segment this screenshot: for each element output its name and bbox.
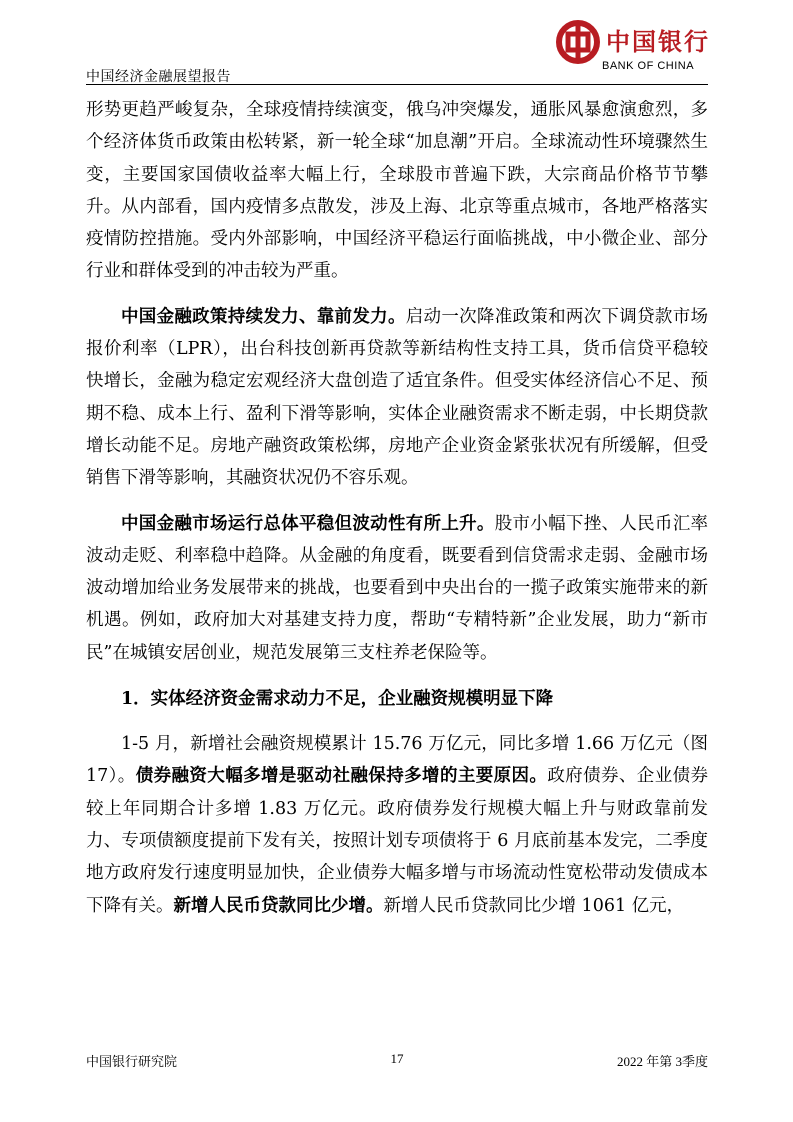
footer-period: 2022 年第 3季度: [616, 1054, 708, 1069]
paragraph-3: [86, 508, 708, 669]
section-heading: 1．实体经济资金需求动力不足，企业融资规模明显下降: [121, 689, 554, 710]
paragraph-2: [86, 301, 708, 495]
logo-english-name: BANK OF CHINA: [602, 60, 695, 72]
paragraph-4: [86, 728, 708, 922]
paragraph-4-c: 新增人民币贷款同比少增 1061 亿元，: [383, 895, 685, 916]
paragraph-4-b: 政府债券、企业债券较上年同期合计多增 1.83 万亿元。政府债券发行规模大幅上升与财政靠前发力、专项债额度提前下发有关，按照计划专项债将于 6 月底前基本发完，二季度地方政府发行速度明显加快，企业债券大幅多增与市场流动性宽松带动发债成本下降有关。: [86, 766, 708, 916]
paragraph-1: 形势更趋严峻复杂，全球疫情持续演变，俄乌冲突爆发，通胀风暴愈演愈烈，多个经济体货币政策由松转紧，新一轮全球“加息潮”开启。全球流动性环境骤然生变，主要国家国债收益率大幅上行，全球股市普遍下跌，大宗商品价格节节攀升。从内部看，国内疫情多点散发，涉及上海、北京等重点城市，各地严格落实疫情防控措施。受内外部影响，中国经济平稳运行面临挑战，中小微企业、部分行业和群体受到的冲击较为严重。: [86, 100, 708, 282]
logo-chinese-name: 中国银行: [606, 27, 710, 56]
bank-logo: [556, 18, 716, 80]
paragraph-4-lead-2: 新增人民币贷款同比少增。: [173, 895, 384, 916]
footer-institution: 中国银行研究院: [86, 1054, 178, 1069]
paragraph-3-lead: 中国金融市场运行总体平稳但波动性有所上升。: [121, 513, 495, 534]
page-number: 17: [390, 1051, 404, 1066]
paragraph-3-body: 股市小幅下挫、人民币汇率波动走贬、利率稳中趋降。从金融的角度看，既要看到信贷需求走弱、金融市场波动增加给业务发展带来的挑战，也要看到中央出台的一揽子政策实施带来的新机遇。例如，政府加大对基建支持力度，帮助“专精特新”企业发展，助力“新市民”在城镇安居创业，规范发展第三支柱养老保险等。: [86, 513, 708, 663]
header-divider: [86, 84, 708, 85]
paragraph-4-a: 1-5 月，新增社会融资规模累计 15.76 万亿元，同比多增 1.66 万亿元（图 17）。: [86, 734, 708, 787]
paragraph-2-body: 启动一次降准政策和两次下调贷款市场报价利率（LPR），出台科技创新再贷款等新结构性支持工具，货币信贷平稳较快增长，金融为稳定宏观经济大盘创造了适宜条件。但受实体经济信心不足、预期不稳、成本上行、盈利下滑等影响，实体企业融资需求不断走弱，中长期贷款增长动能不足。房地产融资政策松绑，房地产企业资金紧张状况有所缓解，但受销售下滑等影响，其融资状况仍不容乐观。: [86, 306, 708, 489]
report-body: [86, 94, 708, 922]
paragraph-4-lead-1: 债券融资大幅多增是驱动社融保持多增的主要原因。: [135, 766, 548, 787]
bank-of-china-logo-icon: [556, 20, 600, 64]
paragraph-2-lead: 中国金融政策持续发力、靠前发力。: [121, 306, 406, 327]
report-title: 中国经济金融展望报告: [86, 69, 231, 85]
